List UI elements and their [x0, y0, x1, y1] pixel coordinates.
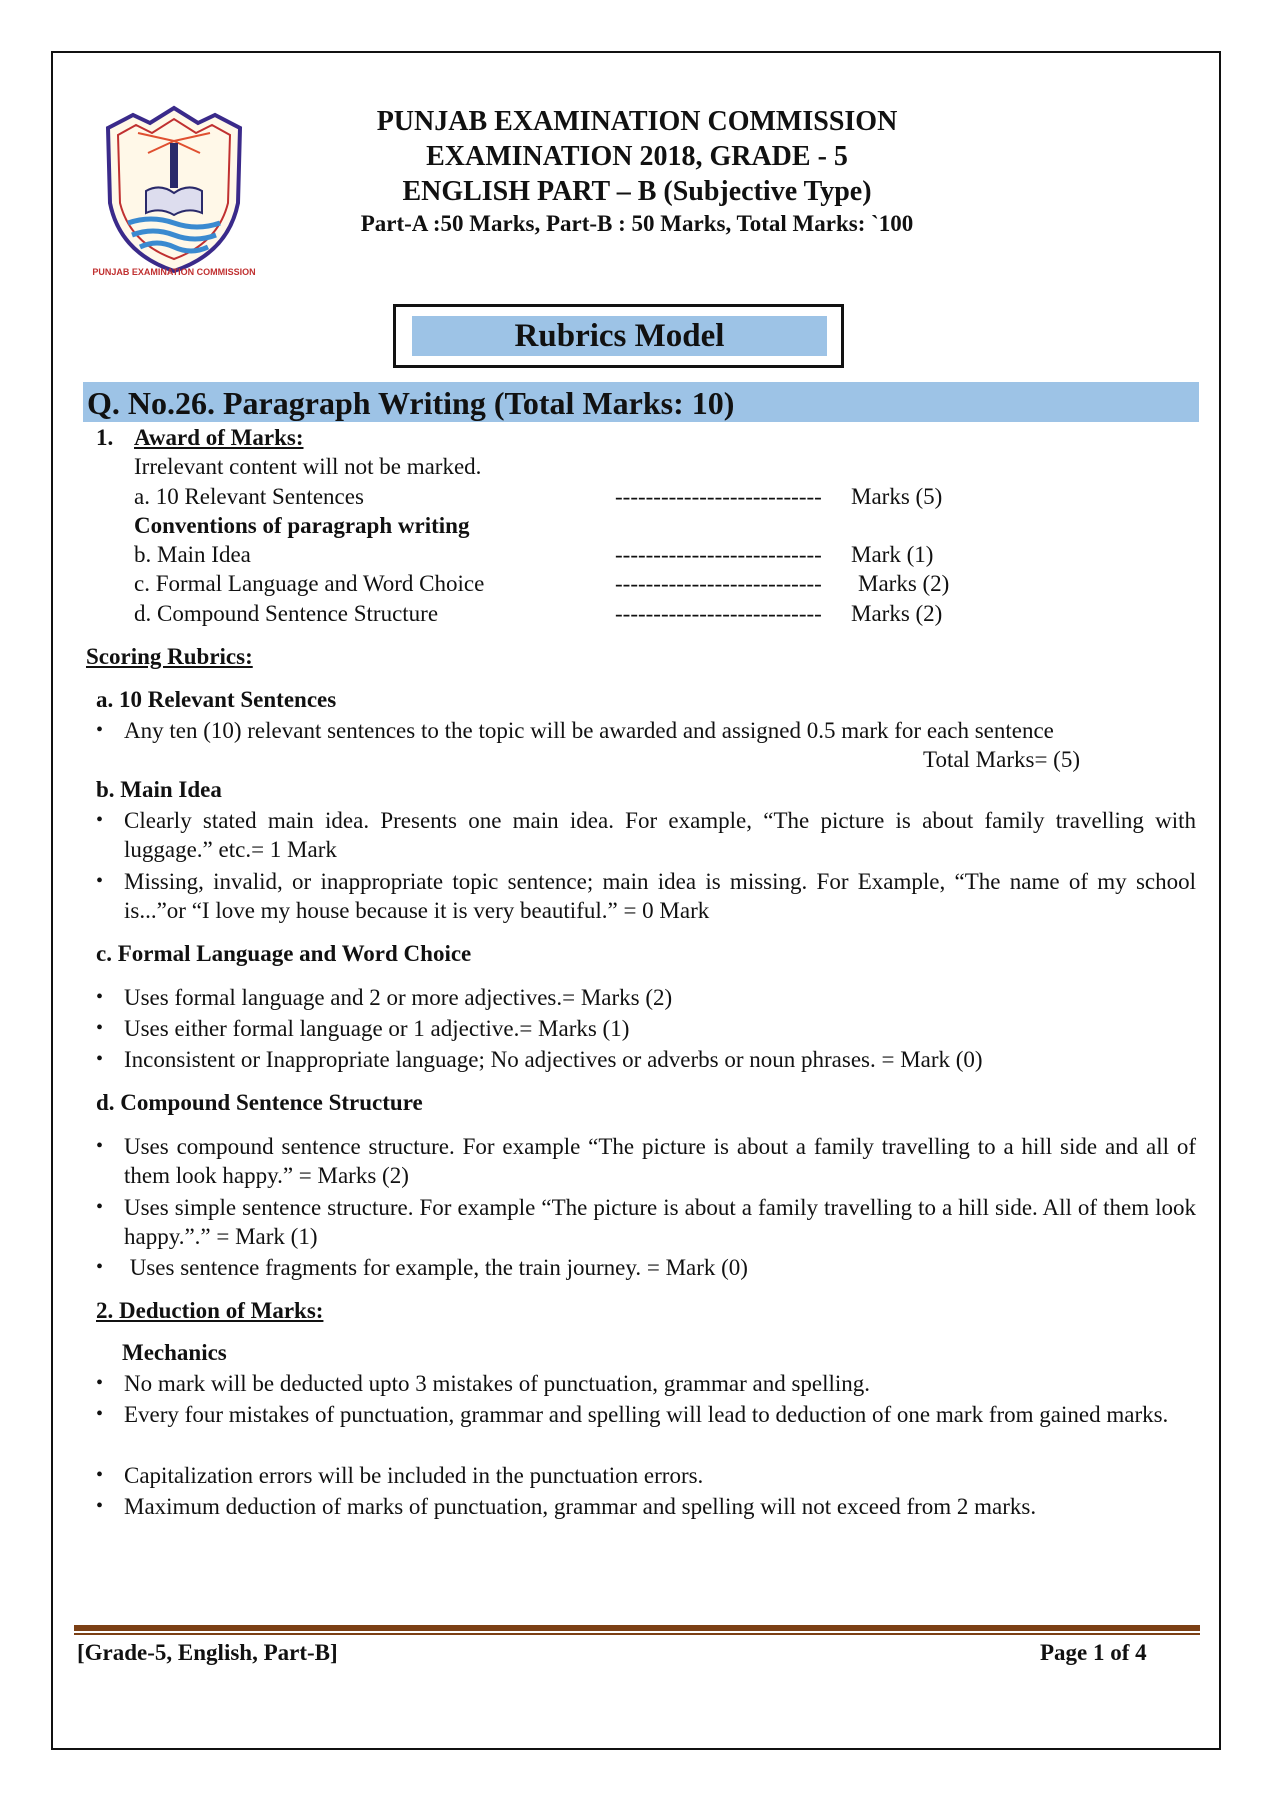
bullet-icon: • — [96, 809, 104, 831]
scoring-b-title: b. Main Idea — [96, 777, 222, 802]
question-heading: Q. No.26. Paragraph Writing (Total Marks: 10) — [83, 382, 1199, 422]
scoring-d-bullet: Uses simple sentence structure. For example “The picture is about a family travelling to a hill side. All of them look happy.”.” = Mark (1) — [124, 1195, 1196, 1249]
award-item-label: d. Compound Sentence Structure — [134, 601, 439, 626]
award-title: Award of Marks: — [134, 425, 304, 450]
award-item-dashes: --------------------------- — [615, 484, 822, 509]
scoring-c-bullet: Uses formal language and 2 or more adjectives.= Marks (2) — [124, 985, 673, 1010]
scoring-a-total: Total Marks= (5) — [923, 747, 1080, 772]
bullet-icon: • — [96, 1256, 104, 1278]
bullet-icon: • — [96, 1017, 104, 1039]
deduction-bullet: Every four mistakes of punctuation, grammar and spelling will lead to deduction of one mark from gained marks. — [124, 1402, 1169, 1427]
award-item-label: c. Formal Language and Word Choice — [134, 571, 485, 596]
scoring-d-title: d. Compound Sentence Structure — [96, 1090, 423, 1115]
footer-page-number: Page 1 of 4 — [1040, 1640, 1147, 1665]
bullet-icon: • — [96, 1135, 104, 1157]
scoring-a-title: a. 10 Relevant Sentences — [96, 687, 337, 712]
award-item-marks: Marks (2) — [858, 571, 950, 596]
scoring-b-bullet: Clearly stated main idea. Presents one main idea. For example, “The picture is about family travelling with luggage.” etc.= 1 Mark — [124, 808, 1196, 862]
award-item-label: a. 10 Relevant Sentences — [134, 484, 364, 509]
footer-rule — [74, 1625, 1200, 1631]
award-item-marks: Marks (2) — [851, 601, 943, 626]
award-item-marks: Marks (5) — [851, 484, 943, 509]
scoring-c-title: c. Formal Language and Word Choice — [96, 941, 472, 966]
bullet-icon: • — [96, 986, 104, 1008]
scoring-c-bullet: Uses either formal language or 1 adjective.= Marks (1) — [124, 1016, 630, 1041]
award-number: 1. — [96, 425, 114, 450]
scoring-c-bullet: Inconsistent or Inappropriate language; No adjectives or adverbs or noun phrases. = Mark (0) — [124, 1047, 983, 1072]
bullet-icon: • — [96, 1403, 104, 1425]
award-item-dashes: --------------------------- — [615, 571, 822, 596]
award-item-dashes: --------------------------- — [615, 542, 822, 567]
deduction-subtitle: Mechanics — [122, 1340, 227, 1365]
bullet-icon: • — [96, 1464, 104, 1486]
bullet-icon: • — [96, 1495, 104, 1517]
scoring-b-bullet: Missing, invalid, or inappropriate topic sentence; main idea is missing. For Example, “The name of my school is...”or “I love my house because it is very beautiful.” = 0 Mark — [124, 869, 1196, 923]
deduction-title: 2. Deduction of Marks: — [96, 1298, 324, 1323]
bullet-icon: • — [96, 1196, 104, 1218]
bullet-icon: • — [96, 1048, 104, 1070]
award-item-dashes: --------------------------- — [615, 601, 822, 626]
header-marks: Part-A :50 Marks, Part-B : 50 Marks, Total Marks: `100 — [360, 211, 914, 236]
scoring-title: Scoring Rubrics: — [86, 644, 253, 669]
header-subject: ENGLISH PART – B (Subjective Type) — [402, 176, 872, 207]
svg-text:PUNJAB EXAMINATION COMMISSION: PUNJAB EXAMINATION COMMISSION — [92, 267, 256, 277]
bullet-icon: • — [96, 719, 104, 741]
header-exam: EXAMINATION 2018, GRADE - 5 — [426, 141, 848, 172]
award-note: Irrelevant content will not be marked. — [134, 454, 482, 479]
header-title: PUNJAB EXAMINATION COMMISSION — [376, 106, 898, 137]
deduction-bullet: No mark will be deducted upto 3 mistakes of punctuation, grammar and spelling. — [124, 1371, 871, 1396]
bullet-icon: • — [96, 1372, 104, 1394]
conventions-heading: Conventions of paragraph writing — [134, 513, 470, 538]
award-item-label: b. Main Idea — [134, 542, 251, 567]
scoring-d-bullet: Uses compound sentence structure. For example “The picture is about a family travelling to a hill side and all of them look happy.” = Marks (2) — [124, 1134, 1196, 1188]
footer-course: [Grade-5, English, Part-B] — [77, 1640, 338, 1665]
deduction-bullet: Capitalization errors will be included in the punctuation errors. — [124, 1463, 704, 1488]
rubrics-title-box — [393, 304, 844, 368]
rubrics-title: Rubrics Model — [412, 316, 827, 356]
deduction-bullet: Maximum deduction of marks of punctuation, grammar and spelling will not exceed from 2 marks. — [124, 1494, 1037, 1519]
scoring-a-bullet: Any ten (10) relevant sentences to the topic will be awarded and assigned 0.5 mark for each sentence — [124, 718, 1054, 743]
bullet-icon: • — [96, 870, 104, 892]
punjab-examination-commission-logo — [88, 103, 260, 278]
scoring-d-bullet: Uses sentence fragments for example, the train journey. = Mark (0) — [124, 1255, 748, 1280]
award-item-marks: Mark (1) — [851, 542, 934, 567]
footer-rule-thin — [74, 1633, 1200, 1635]
